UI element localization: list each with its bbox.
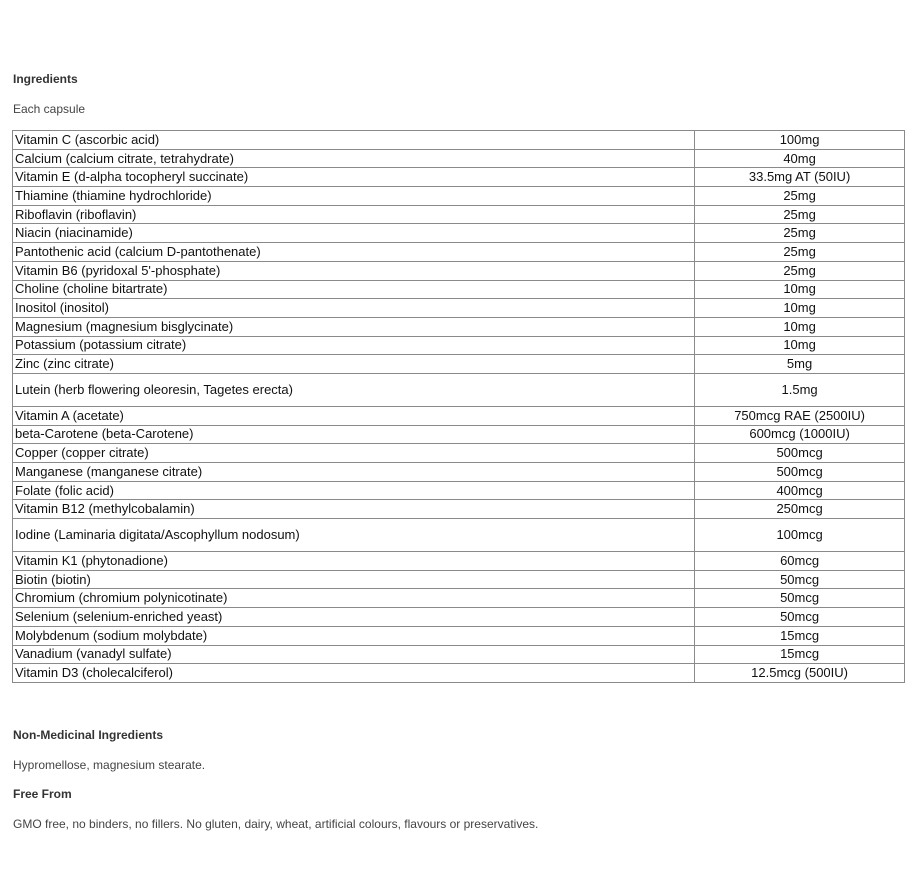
table-row: [13, 336, 905, 355]
ingredient-amount: 1.5mg: [695, 373, 905, 406]
ingredient-name: Vitamin C (ascorbic acid): [13, 131, 695, 150]
ingredients-table: [12, 130, 905, 683]
table-row: [13, 317, 905, 336]
ingredient-amount: 25mg: [695, 224, 905, 243]
ingredient-name: Vitamin E (d-alpha tocopheryl succinate): [13, 168, 695, 187]
table-row: [13, 552, 905, 571]
ingredient-amount: 10mg: [695, 280, 905, 299]
table-row: [13, 280, 905, 299]
ingredient-name: Biotin (biotin): [13, 570, 695, 589]
table-row: [13, 355, 905, 374]
ingredient-amount: 100mg: [695, 131, 905, 150]
ingredient-name: Inositol (inositol): [13, 299, 695, 318]
table-row: [13, 444, 905, 463]
ingredient-amount: 250mcg: [695, 500, 905, 519]
table-row: [13, 664, 905, 683]
ingredient-amount: 15mcg: [695, 626, 905, 645]
free-from-heading: Free From: [13, 787, 72, 801]
ingredient-name: Chromium (chromium polynicotinate): [13, 589, 695, 608]
ingredient-amount: 750mcg RAE (2500IU): [695, 406, 905, 425]
ingredient-name: Niacin (niacinamide): [13, 224, 695, 243]
ingredient-name: Vitamin K1 (phytonadione): [13, 552, 695, 571]
table-row: [13, 500, 905, 519]
table-row: [13, 131, 905, 150]
ingredient-amount: 33.5mg AT (50IU): [695, 168, 905, 187]
ingredient-name: Zinc (zinc citrate): [13, 355, 695, 374]
table-row: [13, 645, 905, 664]
table-row: [13, 373, 905, 406]
ingredient-amount: 500mcg: [695, 463, 905, 482]
ingredient-amount: 50mcg: [695, 589, 905, 608]
table-row: [13, 299, 905, 318]
ingredient-amount: 5mg: [695, 355, 905, 374]
table-row: [13, 519, 905, 552]
ingredient-amount: 50mcg: [695, 570, 905, 589]
table-row: [13, 406, 905, 425]
ingredient-name: Vitamin A (acetate): [13, 406, 695, 425]
free-from-text: GMO free, no binders, no fillers. No gluten, dairy, wheat, artificial colours, flavours or preservatives.: [13, 817, 539, 831]
table-row: [13, 224, 905, 243]
ingredients-table-body: [13, 131, 905, 683]
ingredient-name: Potassium (potassium citrate): [13, 336, 695, 355]
ingredient-amount: 25mg: [695, 187, 905, 206]
table-row: [13, 608, 905, 627]
ingredient-name: Vanadium (vanadyl sulfate): [13, 645, 695, 664]
ingredient-amount: 10mg: [695, 299, 905, 318]
ingredient-amount: 100mcg: [695, 519, 905, 552]
table-row: [13, 205, 905, 224]
ingredient-name: Copper (copper citrate): [13, 444, 695, 463]
ingredient-name: Magnesium (magnesium bisglycinate): [13, 317, 695, 336]
ingredient-amount: 25mg: [695, 261, 905, 280]
ingredients-heading: Ingredients: [13, 72, 78, 86]
ingredient-name: Selenium (selenium-enriched yeast): [13, 608, 695, 627]
table-row: [13, 187, 905, 206]
ingredient-name: Choline (choline bitartrate): [13, 280, 695, 299]
ingredient-amount: 500mcg: [695, 444, 905, 463]
ingredient-name: Lutein (herb flowering oleoresin, Tagetes erecta): [13, 373, 695, 406]
ingredient-amount: 60mcg: [695, 552, 905, 571]
ingredient-amount: 10mg: [695, 317, 905, 336]
ingredient-name: beta-Carotene (beta-Carotene): [13, 425, 695, 444]
ingredient-amount: 25mg: [695, 243, 905, 262]
table-row: [13, 261, 905, 280]
ingredient-name: Molybdenum (sodium molybdate): [13, 626, 695, 645]
ingredient-name: Pantothenic acid (calcium D-pantothenate): [13, 243, 695, 262]
ingredient-amount: 25mg: [695, 205, 905, 224]
ingredient-name: Iodine (Laminaria digitata/Ascophyllum nodosum): [13, 519, 695, 552]
table-row: [13, 243, 905, 262]
table-row: [13, 626, 905, 645]
ingredient-amount: 15mcg: [695, 645, 905, 664]
ingredient-amount: 10mg: [695, 336, 905, 355]
ingredient-name: Thiamine (thiamine hydrochloride): [13, 187, 695, 206]
ingredient-amount: 40mg: [695, 149, 905, 168]
ingredient-name: Vitamin B6 (pyridoxal 5'-phosphate): [13, 261, 695, 280]
table-row: [13, 570, 905, 589]
ingredient-name: Riboflavin (riboflavin): [13, 205, 695, 224]
ingredient-amount: 400mcg: [695, 481, 905, 500]
ingredient-name: Manganese (manganese citrate): [13, 463, 695, 482]
ingredient-name: Folate (folic acid): [13, 481, 695, 500]
ingredient-amount: 600mcg (1000IU): [695, 425, 905, 444]
non-medicinal-text: Hypromellose, magnesium stearate.: [13, 758, 206, 772]
non-medicinal-heading: Non-Medicinal Ingredients: [13, 728, 164, 742]
table-row: [13, 463, 905, 482]
table-row: [13, 168, 905, 187]
table-row: [13, 589, 905, 608]
ingredient-amount: 12.5mcg (500IU): [695, 664, 905, 683]
ingredient-amount: 50mcg: [695, 608, 905, 627]
ingredient-name: Calcium (calcium citrate, tetrahydrate): [13, 149, 695, 168]
ingredient-name: Vitamin D3 (cholecalciferol): [13, 664, 695, 683]
table-row: [13, 149, 905, 168]
table-row: [13, 425, 905, 444]
serving-size-text: Each capsule: [13, 102, 86, 116]
ingredient-name: Vitamin B12 (methylcobalamin): [13, 500, 695, 519]
table-row: [13, 481, 905, 500]
